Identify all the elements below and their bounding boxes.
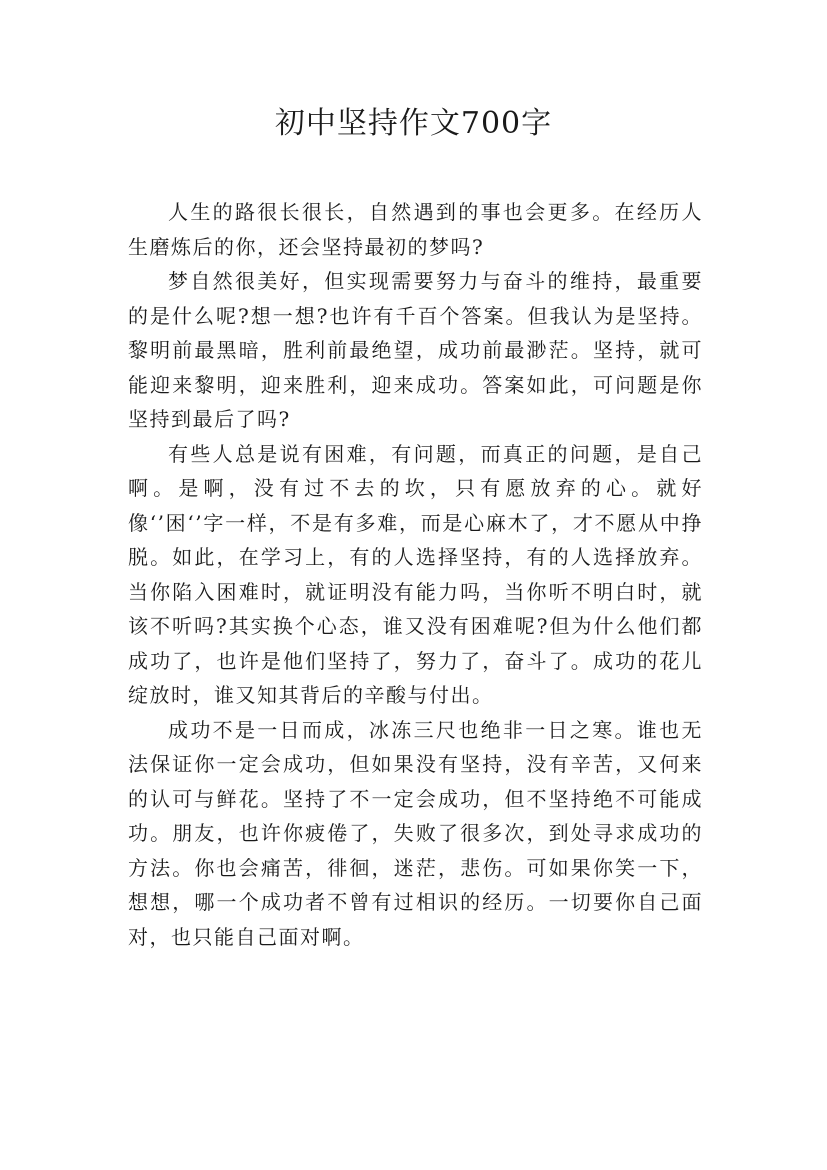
paragraph-3: 有些人总是说有困难，有问题，而真正的问题，是自己啊。是啊，没有过不去的坎，只有愿放弃的心。就好像‘’困‘’字一样，不是有多难，而是心麻木了，才不愿从中挣脱。如此，在学习上，有的人选择坚持，有的人选择放弃。当你陷入困难时，就证明没有能力吗，当你听不明白时，就该不听吗?其实换个心态，谁又没有困难呢?但为什么他们都成功了，也许是他们坚持了，努力了，奋斗了。成功的花儿绽放时，谁又知其背后的辛酸与付出。	[128, 441, 703, 707]
document-title: 初中坚持作文700字	[274, 106, 553, 141]
paragraph-2: 梦自然很美好，但实现需要努力与奋斗的维持，最重要的是什么呢?想一想?也许有千百个答案。但我认为是坚持。黎明前最黑暗，胜利前最绝望，成功前最渺茫。坚持，就可能迎来黎明，迎来胜利，迎来成功。答案如此，可问题是你坚持到最后了吗?	[128, 269, 703, 431]
document-body	[128, 195, 703, 954]
paragraph-1: 人生的路很长很长，自然遇到的事也会更多。在经历人生磨炼后的你，还会坚持最初的梦吗?	[128, 200, 703, 259]
paragraph-4: 成功不是一日而成，冰冻三尺也绝非一日之寒。谁也无法保证你一定会成功，但如果没有坚持，没有辛苦，又何来的认可与鲜花。坚持了不一定会成功，但不坚持绝不可能成功。朋友，也许你疲倦了，失败了很多次，到处寻求成功的方法。你也会痛苦，徘徊，迷茫，悲伤。可如果你笑一下，想想，哪一个成功者不曾有过相识的经历。一切要你自己面对，也只能自己面对啊。	[128, 717, 703, 949]
